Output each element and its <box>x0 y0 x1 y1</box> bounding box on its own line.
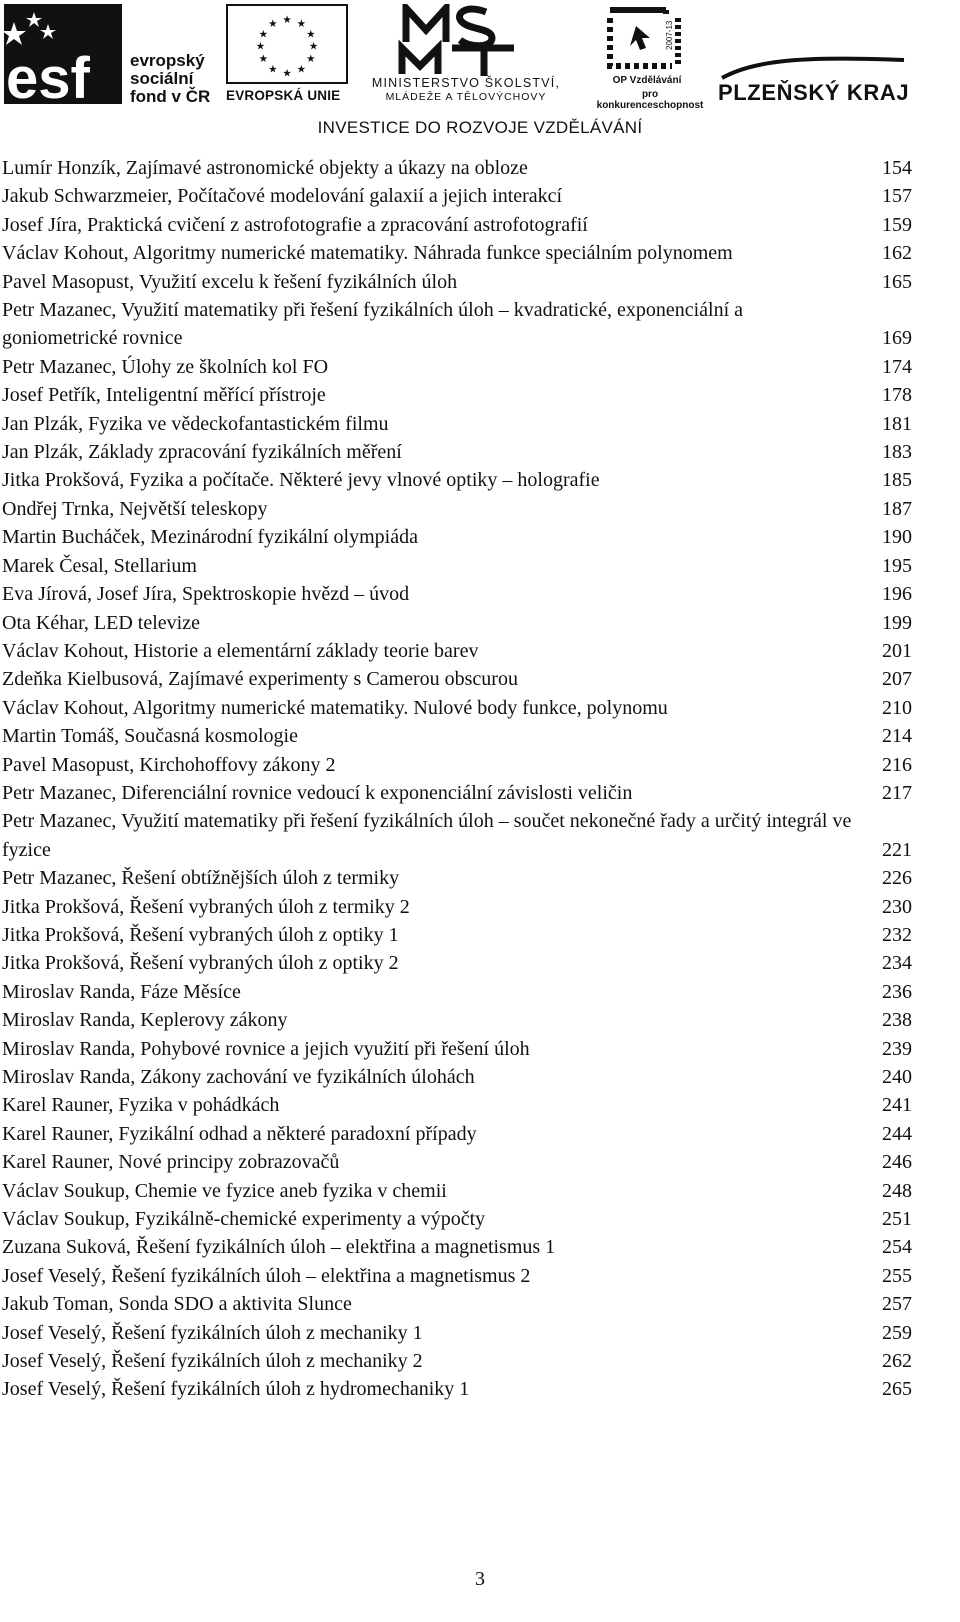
entry-title: Martin Bucháček, Mezinárodní fyzikální olympiáda <box>2 526 418 549</box>
entry-title: Miroslav Randa, Keplerovy zákony <box>2 1009 288 1032</box>
entry-title: Miroslav Randa, Pohybové rovnice a jejich využití při řešení úloh <box>2 1037 530 1060</box>
entry-page-number: 178 <box>882 384 912 407</box>
contents-entry <box>0 495 960 523</box>
contents-entry <box>0 893 960 921</box>
msmt-logo-line1: MINISTERSTVO ŠKOLSTVÍ, <box>371 76 561 90</box>
entry-page-number: 159 <box>882 213 912 236</box>
entry-page-number: 240 <box>882 1066 912 1088</box>
contents-entry <box>0 1347 960 1375</box>
contents-entry <box>0 637 960 665</box>
plzensky-kraj-logo-text: PLZEŇSKÝ KRAJ <box>718 80 910 105</box>
contents-entry <box>0 864 960 892</box>
svg-text:esf: esf <box>6 46 90 104</box>
op-vk-logo-mark <box>606 4 682 72</box>
contents-entry <box>0 1063 960 1091</box>
entry-page-number: 246 <box>882 1151 912 1174</box>
entry-page-number: 185 <box>882 469 912 492</box>
entry-title: Ota Kéhar, LED televize <box>2 611 200 634</box>
svg-text:★: ★ <box>255 41 266 53</box>
entry-page-number: 265 <box>882 1378 912 1401</box>
contents-entry <box>0 268 960 296</box>
svg-text:★: ★ <box>296 18 306 30</box>
entry-title: Ondřej Trnka, Největší teleskopy <box>2 497 268 520</box>
entry-title: Lumír Honzík, Zajímavé astronomické objekty a úkazy na obloze <box>2 157 528 179</box>
entry-page-number: 162 <box>882 242 912 265</box>
entry-title: Josef Petřík, Inteligentní měřící přístroje <box>2 384 326 407</box>
eu-logo <box>226 4 348 104</box>
entry-title: Jakub Schwarzmeier, Počítačové modelování galaxií a jejich interakcí <box>2 185 563 208</box>
op-vk-line2: pro konkurenceschopnost <box>596 89 704 111</box>
entry-title: Martin Tomáš, Současná kosmologie <box>2 725 298 748</box>
contents-entry <box>0 1233 960 1261</box>
entry-page-number: 232 <box>882 923 912 946</box>
entry-title: Jitka Prokšová, Řešení vybraných úloh z optiky 1 <box>2 923 399 946</box>
entry-title: Josef Jíra, Praktická cvičení z astrofotografie a zpracování astrofotografií <box>2 213 588 236</box>
entry-title: Josef Veselý, Řešení fyzikálních úloh – elektřina a magnetismus 2 <box>2 1264 531 1287</box>
contents-entry <box>0 552 960 580</box>
svg-text:★: ★ <box>306 29 316 41</box>
entry-title: Petr Mazanec, Úlohy ze školních kol FO <box>2 355 329 378</box>
entry-title: Jan Plzák, Fyzika ve vědeckofantastickém filmu <box>2 412 389 435</box>
entry-page-number: 239 <box>882 1037 912 1060</box>
eu-flag-icon <box>226 4 348 84</box>
entry-page-number: 236 <box>882 980 912 1003</box>
contents-entry <box>0 1319 960 1347</box>
contents-entry <box>0 722 960 750</box>
esf-logo <box>4 4 214 104</box>
entry-title: Karel Rauner, Fyzika v pohádkách <box>2 1094 280 1117</box>
entry-page-number: 181 <box>882 412 912 435</box>
entry-title: Václav Kohout, Algoritmy numerické matematiky. Náhrada funkce speciálním polynomem <box>2 242 733 265</box>
svg-text:★: ★ <box>296 64 306 76</box>
entry-page-number: 257 <box>882 1293 912 1316</box>
esf-logo-mark <box>4 4 122 104</box>
entry-page-number: 262 <box>882 1350 912 1373</box>
svg-text:★: ★ <box>282 68 292 80</box>
entry-title: Václav Soukup, Chemie ve fyzice aneb fyzika v chemii <box>2 1179 447 1202</box>
svg-text:★: ★ <box>308 41 319 53</box>
entry-page-number: 238 <box>882 1009 912 1032</box>
entry-title: Petr Mazanec, Řešení obtížnějších úloh z termiky <box>2 867 400 890</box>
op-vk-logo <box>588 4 712 111</box>
entry-page-number: 226 <box>882 867 912 890</box>
contents-entry <box>0 807 960 864</box>
contents-entry <box>0 1148 960 1176</box>
contents-entry <box>0 609 960 637</box>
contents-entry <box>0 1262 960 1290</box>
entry-title: Eva Jírová, Josef Jíra, Spektroskopie hvězd – úvod <box>2 583 410 606</box>
entry-page-number: 190 <box>882 526 912 549</box>
contents-entry <box>0 154 960 182</box>
msmt-logo-line2: MLÁDEŽE A TĚLOVÝCHOVY <box>385 91 547 103</box>
entry-page-number: 214 <box>882 725 912 748</box>
svg-text:★: ★ <box>268 18 278 30</box>
entry-page-number: 251 <box>882 1208 912 1231</box>
svg-text:★: ★ <box>258 29 268 41</box>
entry-page-number: 187 <box>882 497 912 520</box>
entry-page-number: 244 <box>882 1122 912 1145</box>
contents-entry <box>0 751 960 779</box>
entry-page-number: 221 <box>882 838 912 861</box>
contents-entry <box>0 438 960 466</box>
contents-entry <box>0 353 960 381</box>
entry-title: Josef Veselý, Řešení fyzikálních úloh z hydromechaniky 1 <box>2 1378 470 1401</box>
entry-title: Václav Kohout, Historie a elementární základy teorie barev <box>2 639 479 662</box>
entry-page-number: 248 <box>882 1179 912 1202</box>
eu-logo-label: EVROPSKÁ UNIE <box>226 88 341 103</box>
entry-page-number: 195 <box>882 554 912 577</box>
entry-title: Petr Mazanec, Využití matematiky při řešení fyzikálních úloh – součet nekonečné řady a určitý integrál ve fyzice <box>2 810 852 861</box>
entry-page-number: 196 <box>882 583 912 606</box>
entry-page-number: 234 <box>882 952 912 975</box>
page-number: 3 <box>475 1568 485 1590</box>
op-vk-years: 2007-13 <box>665 20 674 50</box>
contents-entry <box>0 410 960 438</box>
msmt-logo-mark <box>396 4 526 76</box>
contents-entry <box>0 694 960 722</box>
entry-title: Miroslav Randa, Zákony zachování ve fyzikálních úlohách <box>2 1066 475 1088</box>
entry-page-number: 157 <box>882 185 912 208</box>
op-vk-line1: OP Vzdělávání <box>612 75 682 86</box>
entry-title: Josef Veselý, Řešení fyzikálních úloh z mechaniky 1 <box>2 1321 423 1344</box>
contents-entry <box>0 1375 960 1403</box>
entry-title: Jakub Toman, Sonda SDO a aktivita Slunce <box>2 1293 352 1316</box>
entry-page-number: 207 <box>882 668 912 691</box>
entry-title: Václav Soukup, Fyzikálně-chemické experimenty a výpočty <box>2 1208 486 1231</box>
contents-entry <box>0 921 960 949</box>
entry-page-number: 174 <box>882 355 912 378</box>
entry-page-number: 217 <box>882 781 912 804</box>
entry-title: Zuzana Suková, Řešení fyzikálních úloh – elektřina a magnetismus 1 <box>2 1236 556 1259</box>
contents-entry <box>0 182 960 210</box>
entry-title: Jitka Prokšová, Řešení vybraných úloh z optiky 2 <box>2 952 399 975</box>
entry-page-number: 183 <box>882 441 912 464</box>
entry-page-number: 169 <box>882 327 912 350</box>
entry-page-number: 230 <box>882 895 912 918</box>
contents-entry <box>0 211 960 239</box>
entry-page-number: 241 <box>882 1094 912 1117</box>
svg-text:★: ★ <box>268 64 278 76</box>
contents-entry <box>0 239 960 267</box>
contents-entry <box>0 523 960 551</box>
contents-entry <box>0 1035 960 1063</box>
plzensky-kraj-logo <box>714 4 914 104</box>
entry-title: Jitka Prokšová, Fyzika a počítače. Některé jevy vlnové optiky – holografie <box>2 469 600 492</box>
contents-list <box>0 154 960 1404</box>
entry-title: Miroslav Randa, Fáze Měsíce <box>2 980 241 1003</box>
entry-page-number: 254 <box>882 1236 912 1259</box>
entry-title: Marek Česal, Stellarium <box>2 554 197 577</box>
entry-page-number: 201 <box>882 639 912 662</box>
entry-page-number: 259 <box>882 1321 912 1344</box>
investice-tagline: INVESTICE DO ROZVOJE VZDĚLÁVÁNÍ <box>317 118 643 137</box>
contents-entry <box>0 1006 960 1034</box>
entry-page-number: 216 <box>882 753 912 776</box>
contents-entry <box>0 1091 960 1119</box>
contents-entry <box>0 580 960 608</box>
contents-entry <box>0 296 960 353</box>
contents-entry <box>0 978 960 1006</box>
entry-title: Zdeňka Kielbusová, Zajímavé experimenty s Camerou obscurou <box>2 668 518 691</box>
logo-bar <box>0 0 960 137</box>
msmt-logo <box>356 4 576 104</box>
entry-page-number: 210 <box>882 696 912 719</box>
svg-text:★: ★ <box>258 54 268 66</box>
entry-title: Petr Mazanec, Diferenciální rovnice vedoucí k exponenciální závislosti veličin <box>2 781 633 804</box>
entry-page-number: 255 <box>882 1264 912 1287</box>
contents-entry <box>0 1120 960 1148</box>
entry-page-number: 154 <box>882 157 912 179</box>
entry-title: Karel Rauner, Nové principy zobrazovačů <box>2 1151 340 1174</box>
entry-title: Petr Mazanec, Využití matematiky při řešení fyzikálních úloh – kvadratické, exponenciální a goniometrické rovnice <box>2 299 744 350</box>
entry-page-number: 165 <box>882 270 912 293</box>
contents-entry <box>0 1290 960 1318</box>
entry-page-number: 199 <box>882 611 912 634</box>
entry-title: Karel Rauner, Fyzikální odhad a některé paradoxní případy <box>2 1122 477 1145</box>
svg-text:★: ★ <box>306 54 316 66</box>
svg-text:★: ★ <box>282 15 292 27</box>
contents-entry <box>0 1177 960 1205</box>
esf-logo-text: evropský sociální fond v ČR <box>130 51 211 106</box>
contents-entry <box>0 1205 960 1233</box>
entry-title: Josef Veselý, Řešení fyzikálních úloh z mechaniky 2 <box>2 1350 423 1373</box>
entry-title: Jitka Prokšová, Řešení vybraných úloh z termiky 2 <box>2 895 410 918</box>
contents-entry <box>0 381 960 409</box>
entry-title: Václav Kohout, Algoritmy numerické matematiky. Nulové body funkce, polynomu <box>2 696 668 719</box>
contents-entry <box>0 779 960 807</box>
entry-title: Pavel Masopust, Kirchohoffovy zákony 2 <box>2 753 336 776</box>
contents-entry <box>0 949 960 977</box>
entry-title: Pavel Masopust, Využití excelu k řešení fyzikálních úloh <box>2 270 458 293</box>
contents-entry <box>0 665 960 693</box>
contents-entry <box>0 466 960 494</box>
entry-title: Jan Plzák, Základy zpracování fyzikálních měření <box>2 441 402 464</box>
